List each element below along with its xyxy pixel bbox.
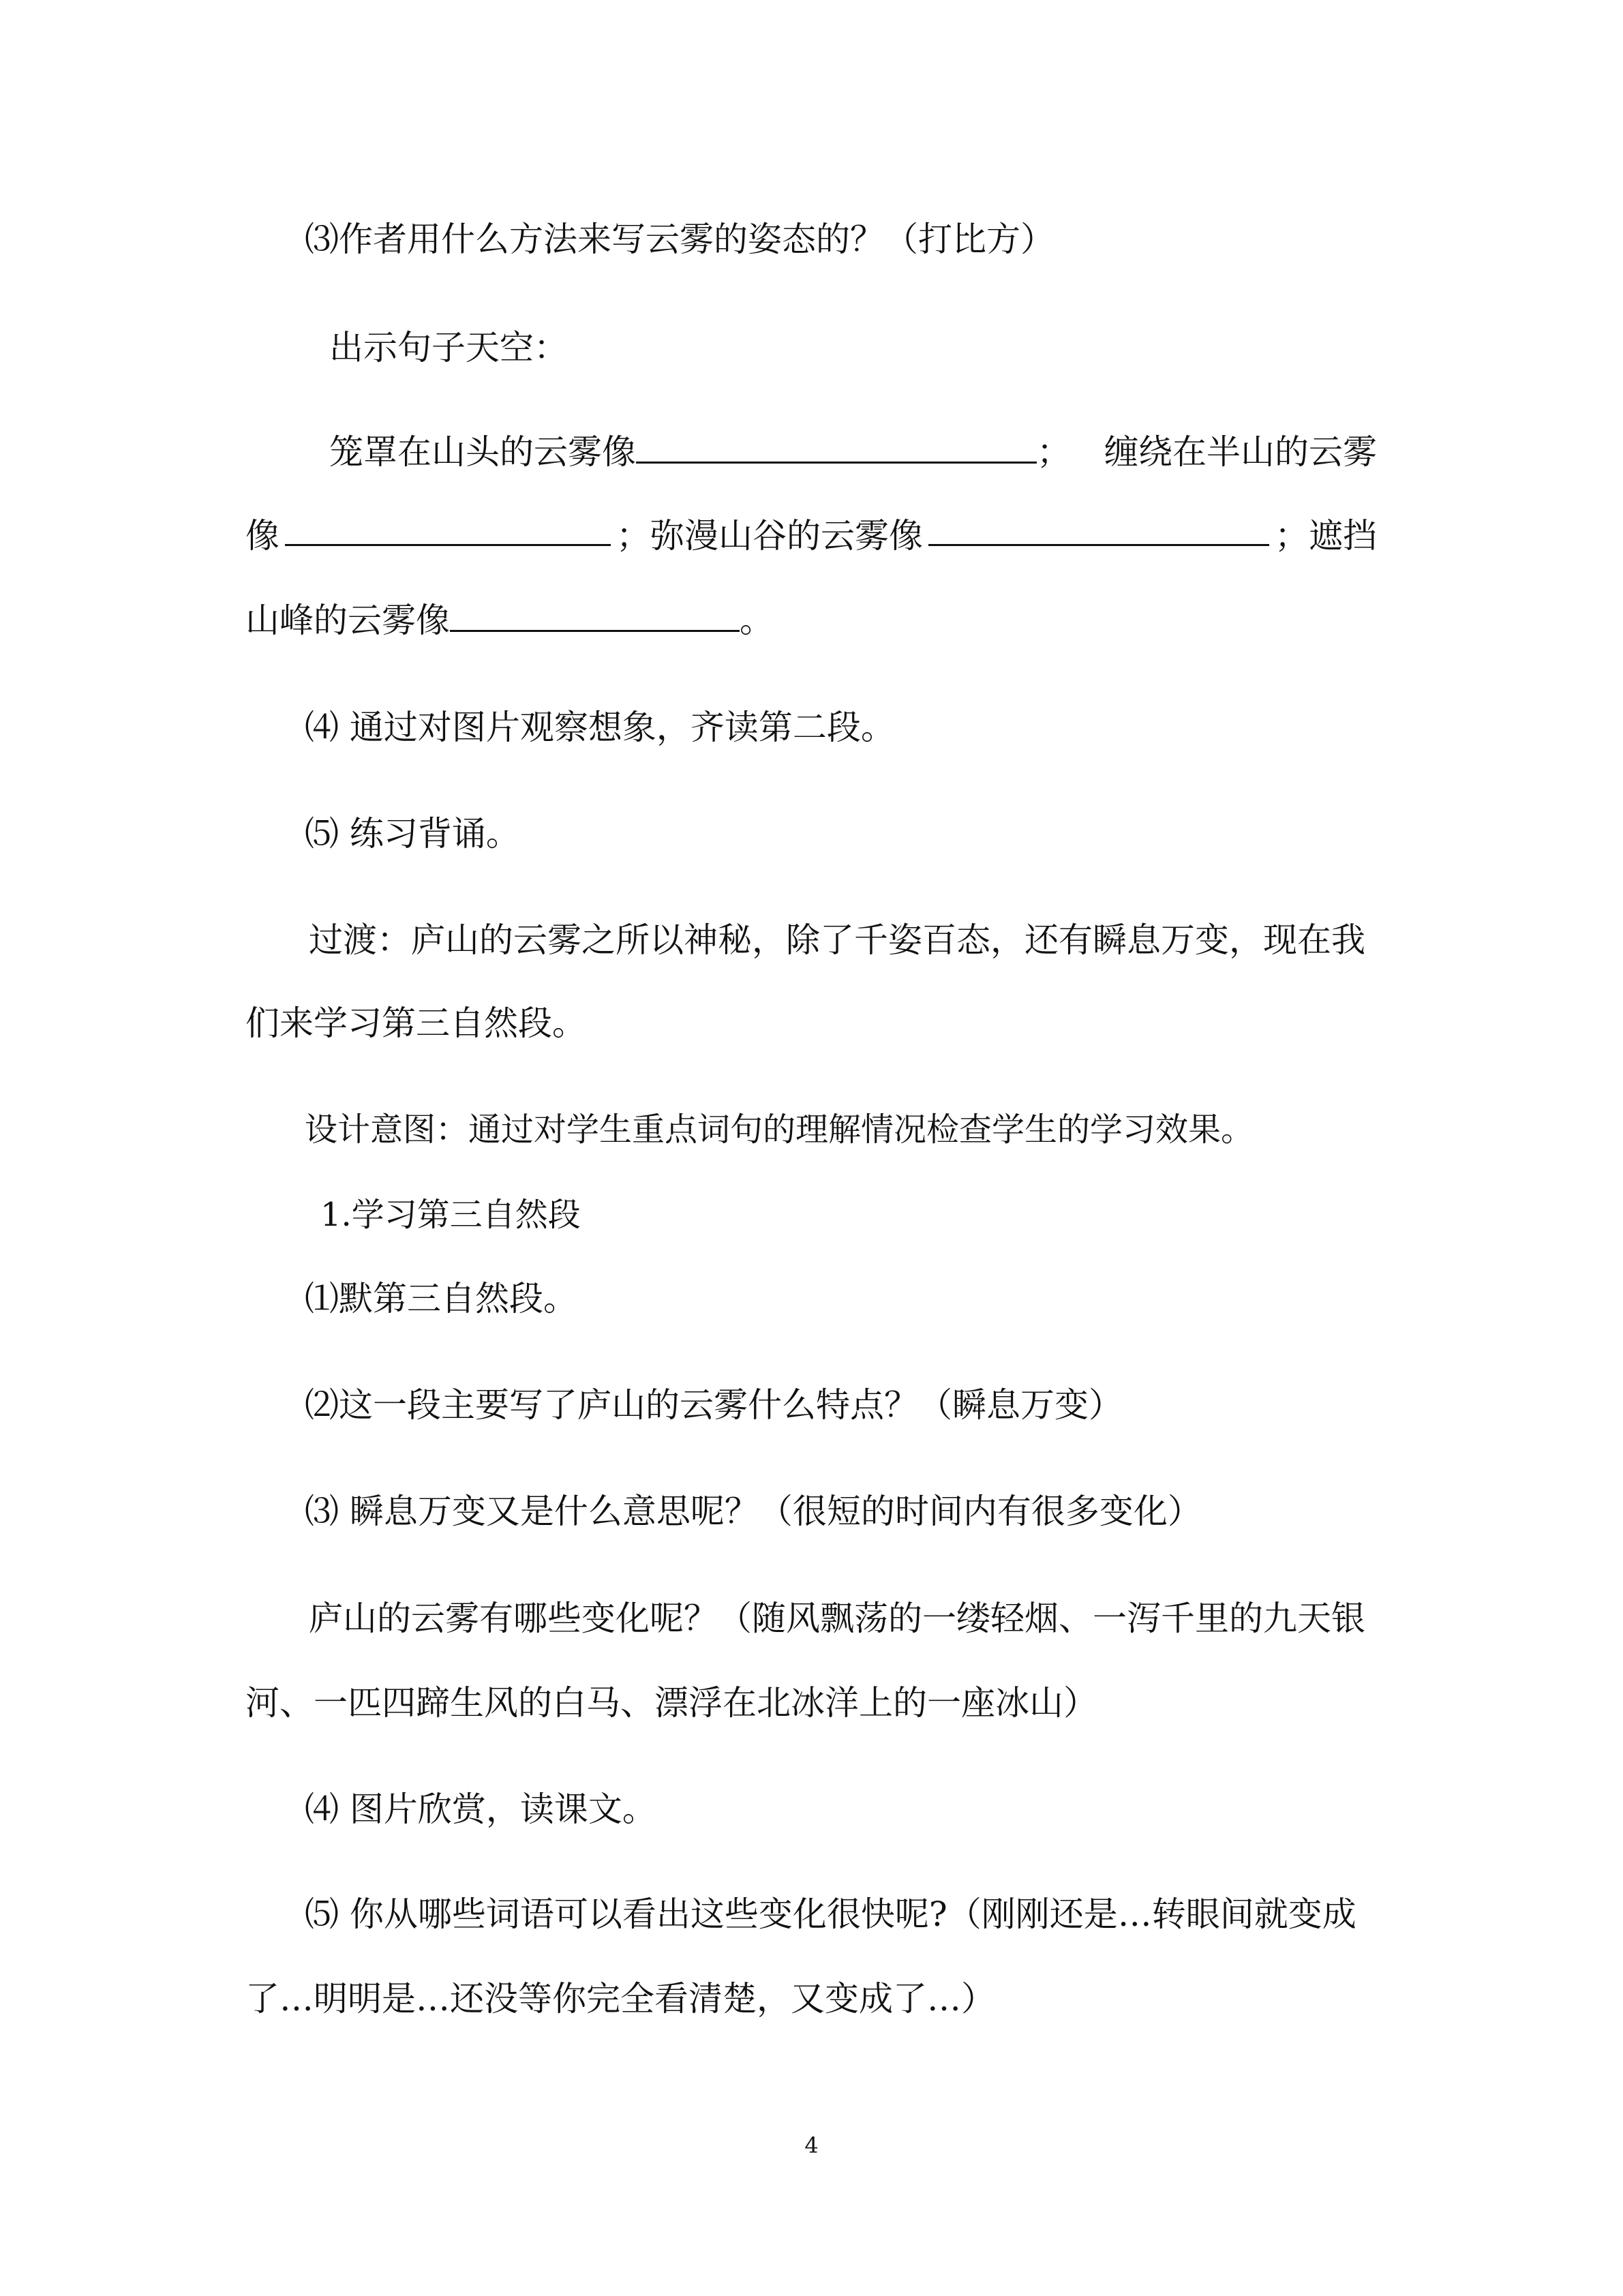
step-3-detail-line-1: 庐山的云雾有哪些变化呢？（随风飘荡的一缕轻烟、一泻千里的九天银 bbox=[309, 1599, 1365, 1638]
show-sentence-label: 出示句子天空： bbox=[329, 328, 568, 367]
step-5-line-1: ⑸ 你从哪些词语可以看出这些变化很快呢?（刚刚还是…转眼间就变成 bbox=[305, 1894, 1356, 1934]
page-number: 4 bbox=[804, 2132, 819, 2158]
fill-period: 。 bbox=[740, 601, 774, 640]
blank-1[interactable] bbox=[636, 432, 1037, 464]
fill-part-3: 像 bbox=[245, 516, 279, 556]
fill-blank-line-3 bbox=[245, 599, 774, 642]
step-3: ⑶ 瞬息万变又是什么意思呢？（很短的时间内有很多变化） bbox=[305, 1492, 1202, 1531]
blank-2[interactable] bbox=[285, 514, 611, 546]
transition-line-1: 过渡：庐山的云雾之所以神秘，除了千姿百态，还有瞬息万变，现在我 bbox=[309, 920, 1365, 960]
fill-part-4: 山峰的云雾像 bbox=[245, 601, 450, 640]
blank-4[interactable] bbox=[450, 600, 740, 632]
step-4: ⑷ 图片欣赏，读课文。 bbox=[305, 1789, 656, 1829]
step-2: ⑵这一段主要写了庐山的云雾什么特点？（瞬息万变） bbox=[305, 1385, 1123, 1425]
step-1: ⑴默第三自然段。 bbox=[305, 1279, 577, 1318]
fill-part-1: 笼罩在山头的云雾像 bbox=[329, 432, 636, 472]
section-title: 1.学习第三自然段 bbox=[320, 1196, 581, 1234]
step-3-detail-line-2: 河、一匹四蹄生风的白马、漂浮在北冰洋上的一座冰山） bbox=[245, 1683, 1097, 1723]
fill-line-1-left bbox=[329, 430, 1071, 474]
question-5-recite: ⑸ 练习背诵。 bbox=[305, 814, 520, 854]
fill-blank-line-1 bbox=[329, 430, 1377, 474]
transition-line-2: 们来学习第三自然段。 bbox=[245, 1003, 586, 1043]
fill-semicolon-1: ； bbox=[1037, 432, 1071, 472]
fill-semicolon-2: ；弥漫山谷的云雾像 bbox=[616, 516, 923, 556]
blank-3[interactable] bbox=[928, 514, 1269, 546]
step-5-line-2: 了…明明是…还没等你完全看清楚，又变成了…） bbox=[245, 1979, 995, 2019]
fill-semicolon-3: ；遮挡 bbox=[1275, 516, 1377, 556]
fill-part-2: 缠绕在半山的云雾 bbox=[1104, 432, 1377, 472]
question-4-read: ⑷ 通过对图片观察想象，齐读第二段。 bbox=[305, 708, 895, 747]
design-intent: 设计意图：通过对学生重点词句的理解情况检查学生的学习效果。 bbox=[305, 1111, 1254, 1149]
question-3-method: ⑶作者用什么方法来写云雾的姿态的？（打比方） bbox=[305, 220, 1055, 259]
fill-blank-line-2 bbox=[245, 514, 1377, 558]
